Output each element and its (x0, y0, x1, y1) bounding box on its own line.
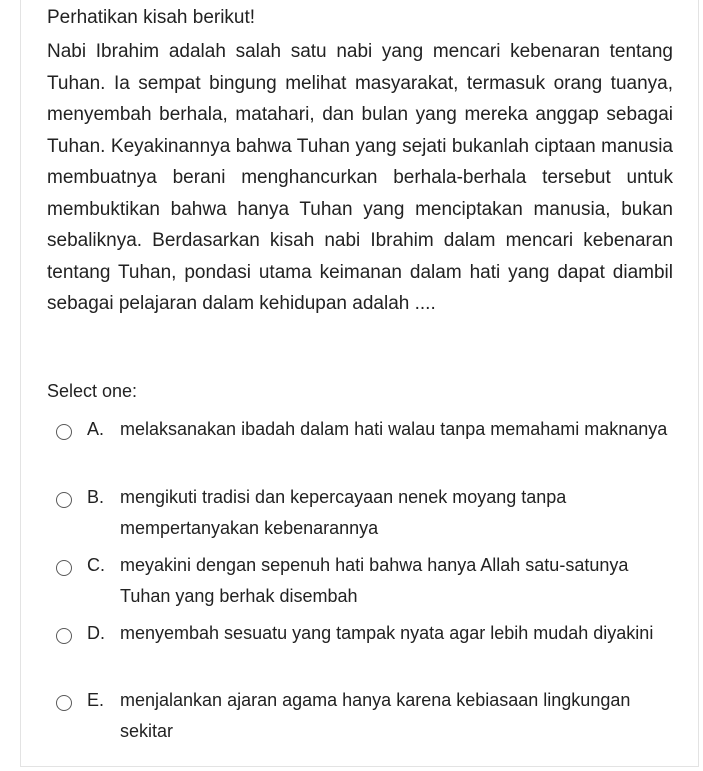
option-text: melaksanakan ibadah dalam hati walau tanpa memahami maknanya (120, 419, 668, 439)
radio-button-icon[interactable] (56, 628, 72, 644)
option-text: menjalankan ajaran agama hanya karena kebiasaan lingkungan sekitar (120, 690, 631, 741)
option-letter: E. (87, 690, 105, 710)
option-text: mengikuti tradisi dan kepercayaan nenek moyang tanpa mempertanyakan kebenarannya (120, 487, 567, 538)
question-prompt: Berdasarkan kisah nabi Ibrahim dalam mencari kebenaran tentang Tuhan, pondasi utama keimanan dalam hati yang dapat diambil sebagai pelajaran dalam kehidupan adalah .... (47, 230, 674, 314)
option-c[interactable] (50, 550, 680, 614)
question-intro: Perhatikan kisah berikut! (47, 7, 256, 28)
option-b[interactable] (50, 482, 680, 546)
option-d[interactable] (50, 618, 680, 682)
option-letter: C. (87, 555, 105, 575)
option-text: menyembah sesuatu yang tampak nyata agar lebih mudah diyakini (120, 623, 654, 643)
option-letter: A. (87, 419, 105, 439)
option-e[interactable] (50, 685, 680, 749)
option-letter: B. (87, 487, 105, 507)
radio-button-icon[interactable] (56, 695, 72, 711)
story-paragraph: Nabi Ibrahim adalah salah satu nabi yang mencari kebenaran tentang Tuhan. Ia sempat bingung melihat masyarakat, termasuk orang tuanya, menyembah berhala, matahari, dan bulan yang mereka anggap sebagai Tuhan. Keyakinannya bahwa Tuhan yang sejati bukanlah ciptaan manusia membuatnya berani menghancurkan berhala-berhala tersebut untuk membuktikan bahwa hanya Tuhan yang menciptakan manusia, bukan sebaliknya. (47, 41, 673, 251)
radio-button-icon[interactable] (56, 424, 72, 440)
select-one-label: Select one: (47, 381, 138, 401)
option-text: meyakini dengan sepenuh hati bahwa hanya Allah satu-satunya Tuhan yang berhak disembah (120, 555, 629, 606)
radio-button-icon[interactable] (56, 492, 72, 508)
radio-button-icon[interactable] (56, 560, 72, 576)
option-letter: D. (87, 623, 105, 643)
option-a[interactable] (50, 414, 680, 478)
